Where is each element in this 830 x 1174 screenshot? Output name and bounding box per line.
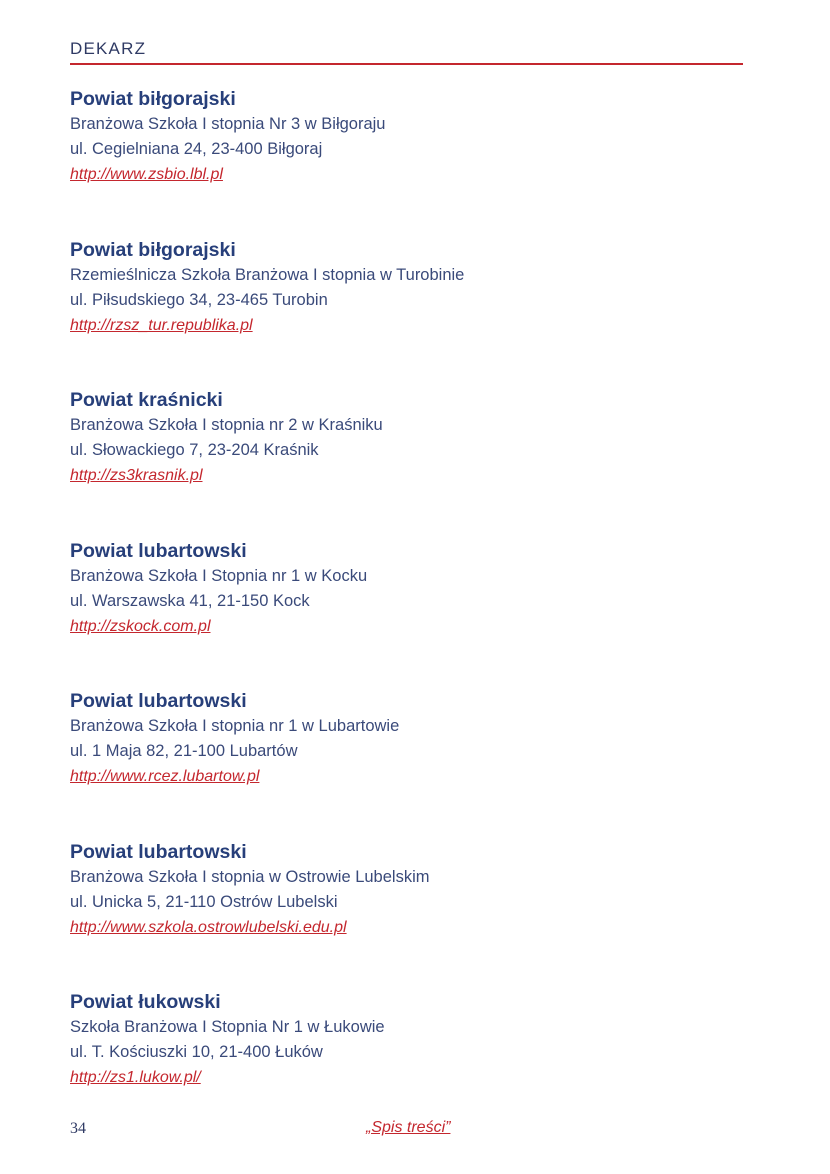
district-heading: Powiat biłgorajski (70, 238, 236, 261)
school-address: ul. T. Kościuszki 10, 21-400 Łuków (70, 1043, 323, 1061)
school-website-link[interactable]: http://www.zsbio.lbl.pl (70, 166, 223, 183)
school-list (70, 86, 743, 1140)
school-address: ul. Cegielniana 24, 23-400 Biłgoraj (70, 140, 323, 158)
page-number: 34 (70, 1120, 86, 1137)
school-address: ul. 1 Maja 82, 21-100 Lubartów (70, 742, 298, 760)
district-heading: Powiat biłgorajski (70, 88, 236, 110)
school-entry (70, 839, 743, 990)
district-heading: Powiat kraśnicki (70, 389, 223, 411)
page-header-title: DEKARZ (70, 39, 147, 58)
school-address: ul. Warszawska 41, 21-150 Kock (70, 591, 310, 610)
school-website-link[interactable]: http://zskock.com.pl (70, 617, 211, 635)
school-website-link[interactable]: http://rzsz_tur.republika.pl (70, 316, 253, 334)
district-heading: Powiat łukowski (70, 991, 221, 1013)
school-entry (70, 989, 743, 1140)
school-name: Branżowa Szkoła I Stopnia nr 1 w Kocku (70, 566, 368, 585)
school-website-link[interactable]: http://zs1.lukow.pl/ (70, 1069, 201, 1086)
school-entry (70, 86, 743, 237)
school-name: Szkoła Branżowa I Stopnia Nr 1 w Łukowie (70, 1018, 385, 1036)
school-entry (70, 387, 743, 538)
school-entry (70, 688, 743, 839)
school-website-link[interactable]: http://www.szkola.ostrowlubelski.edu.pl (70, 918, 347, 936)
table-of-contents-link[interactable]: „Spis treści” (366, 1119, 451, 1136)
school-name: Branżowa Szkoła I stopnia w Ostrowie Lubelskim (70, 867, 430, 886)
school-address: ul. Unicka 5, 21-110 Ostrów Lubelski (70, 892, 338, 911)
header-divider (70, 63, 743, 65)
district-heading: Powiat lubartowski (70, 539, 247, 562)
school-name: Branżowa Szkoła I stopnia nr 1 w Lubartowie (70, 717, 400, 735)
school-entry (70, 237, 743, 388)
school-name: Rzemieślnicza Szkoła Branżowa I stopnia w Turobinie (70, 265, 465, 284)
school-name: Branżowa Szkoła I stopnia Nr 3 w Biłgoraju (70, 115, 386, 133)
school-entry (70, 538, 743, 689)
district-heading: Powiat lubartowski (70, 690, 247, 712)
school-website-link[interactable]: http://zs3krasnik.pl (70, 467, 203, 484)
school-name: Branżowa Szkoła I stopnia nr 2 w Kraśniku (70, 416, 383, 434)
school-address: ul. Piłsudskiego 34, 23-465 Turobin (70, 290, 328, 309)
district-heading: Powiat lubartowski (70, 840, 247, 863)
school-website-link[interactable]: http://www.rcez.lubartow.pl (70, 768, 260, 785)
school-address: ul. Słowackiego 7, 23-204 Kraśnik (70, 441, 319, 459)
